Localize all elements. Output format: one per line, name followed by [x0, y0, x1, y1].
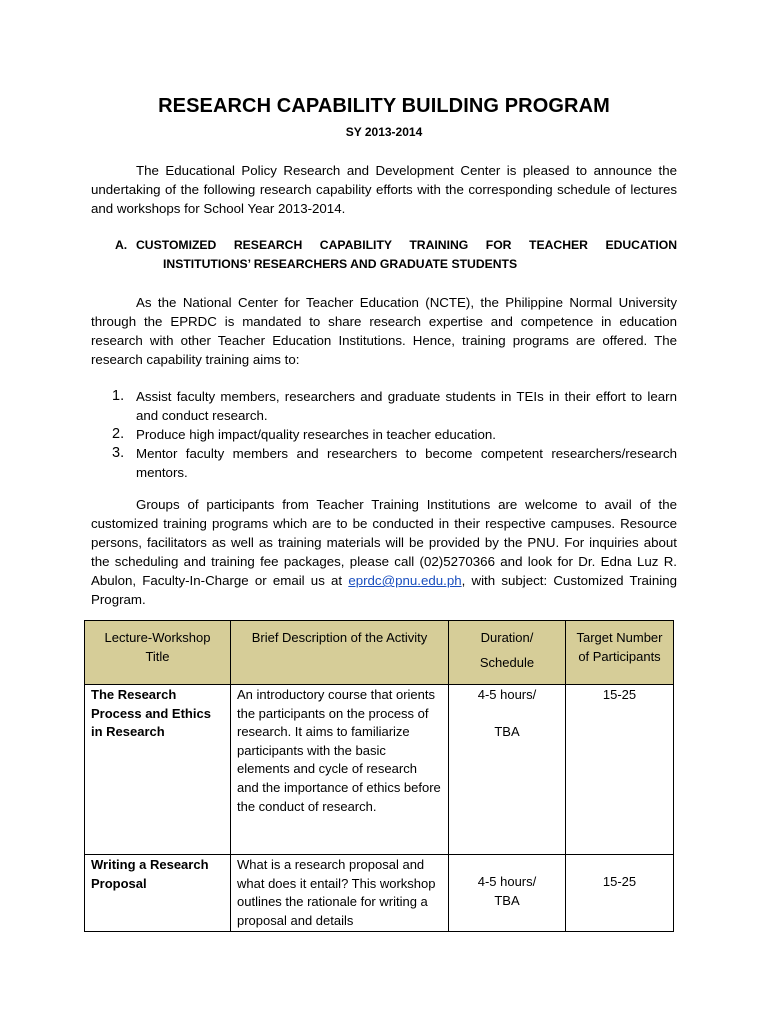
ncte-paragraph: As the National Center for Teacher Education (NCTE), the Philippine Normal University through the EPRDC is mandated to share research expertise and competence in education research with other Teacher Education Institutions. Hence, training programs are offered. The research capability training aims to:	[91, 295, 677, 367]
list-item-text: Mentor faculty members and researchers to become competent researchers/research mentors.	[136, 446, 677, 480]
groups-paragraph	[91, 495, 677, 609]
section-heading-line2: INSTITUTIONS’ RESEARCHERS AND GRADUATE STUDENTS	[163, 257, 518, 271]
row-duration-value: 4-5 hours/	[477, 874, 537, 889]
header-description: Brief Description of the Activity	[231, 621, 449, 685]
header-duration-line2: Schedule	[479, 654, 535, 670]
row-duration-value: 4-5 hours/	[477, 687, 537, 702]
page-title: RESEARCH CAPABILITY BUILDING PROGRAM	[158, 95, 610, 117]
row-schedule-value: TBA	[494, 723, 520, 739]
row-description: An introductory course that orients the participants on the process of research. It aims to familiarize participants with the basic elements and cycle of research and the importance of ethics before the conduct of research.	[231, 685, 449, 855]
header-duration-line1: Duration/	[480, 630, 534, 645]
header-target: Target Number of Participants	[566, 621, 674, 685]
list-item	[112, 444, 677, 482]
email-link[interactable]: eprdc@pnu.edu.ph	[348, 573, 462, 588]
list-number: 1.	[112, 388, 125, 404]
row-title: The Research Process and Ethics in Research	[85, 685, 231, 855]
section-letter: A.	[115, 238, 128, 252]
aims-list	[112, 387, 677, 482]
section-heading-line1: CUSTOMIZED RESEARCH CAPABILITY TRAINING FOR TEACHER EDUCATION	[136, 238, 677, 252]
row-title: Writing a Research Proposal	[85, 855, 231, 932]
row-duration	[449, 685, 566, 855]
list-item	[112, 387, 677, 425]
row-schedule-value: TBA	[494, 892, 520, 908]
row-target: 15-25	[566, 685, 674, 855]
page-subtitle: SY 2013-2014	[345, 125, 423, 139]
intro-paragraph: The Educational Policy Research and Development Center is pleased to announce the undertaking of the following research capability efforts with the corresponding schedule of lectures and workshops for School Year 2013-2014.	[91, 163, 677, 216]
schedule-table	[84, 620, 674, 932]
groups-text-end: , with subject: Customized Training Program.	[91, 573, 678, 607]
table-row	[85, 855, 674, 932]
header-title: Lecture-Workshop Title	[85, 621, 231, 685]
list-item	[112, 425, 677, 444]
list-number: 3.	[112, 445, 125, 461]
groups-text: Groups of participants from Teacher Training Institutions are welcome to avail of the customized training programs which are to be conducted in their respective campuses. Resource persons, facilitators as well as training materials will be provided by the PNU. For inquiries about the scheduling and training fee packages, please call (02)5270366 and look for Dr. Edna Luz R. Abulon, Faculty-In-Charge or email us at	[91, 497, 677, 588]
table-row	[85, 685, 674, 855]
row-description: What is a research proposal and what does it entail? This workshop outlines the rationale for writing a proposal and details	[231, 855, 449, 932]
list-item-text: Assist faculty members, researchers and graduate students in TEIs in their effort to learn and conduct research.	[136, 389, 677, 423]
header-duration	[449, 621, 566, 685]
list-number: 2.	[112, 426, 125, 442]
row-target: 15-25	[566, 855, 674, 932]
table-header-row	[85, 621, 674, 685]
list-item-text: Produce high impact/quality researches in teacher education.	[136, 427, 496, 442]
row-duration	[449, 855, 566, 932]
